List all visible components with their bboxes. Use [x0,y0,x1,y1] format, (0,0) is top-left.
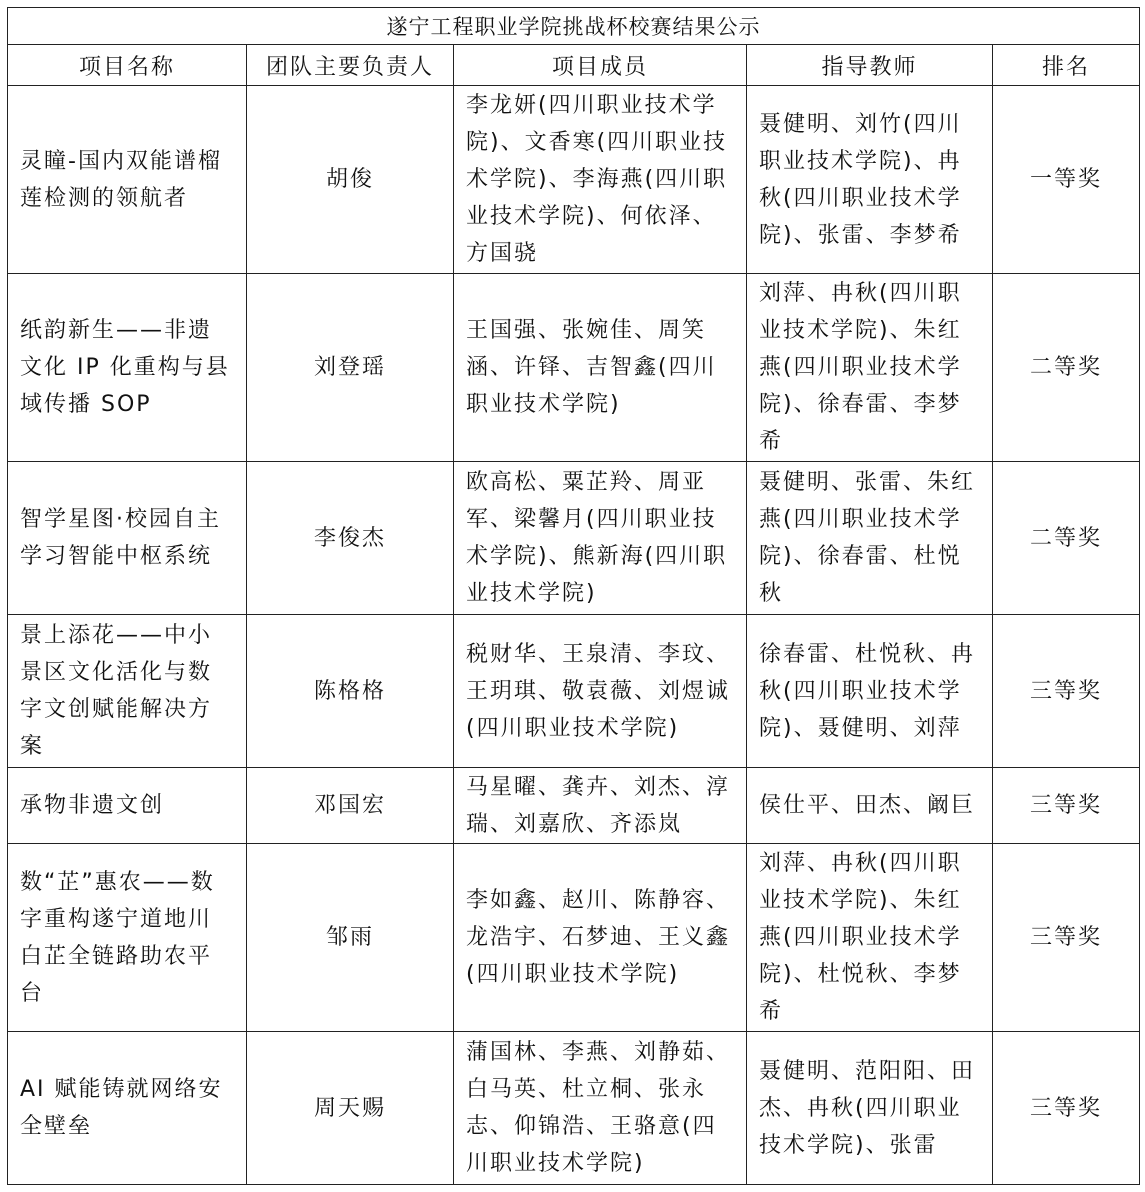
header-team-leader: 团队主要负责人 [247,45,454,86]
advisors-cell: 聂健明、范阳阳、田杰、冉秋(四川职业技术学院)、张雷 [747,1032,993,1185]
project-name-cell: 承物非遗文创 [8,768,247,844]
header-advisors: 指导教师 [747,45,993,86]
header-project-name: 项目名称 [8,45,247,86]
table-row [8,615,1140,768]
header-row [8,45,1140,86]
members-cell: 李龙妍(四川职业技术学院)、文香寒(四川职业技术学院)、李海燕(四川职业技术学院)、何依泽、方国骁 [454,86,747,274]
advisors-cell: 徐春雷、杜悦秋、冉秋(四川职业技术学院)、聂健明、刘萍 [747,615,993,768]
title-row [8,8,1140,45]
table-row [8,844,1140,1032]
header-rank: 排名 [993,45,1140,86]
project-name-cell: 智学星图·校园自主学习智能中枢系统 [8,462,247,615]
project-name-cell: 纸韵新生——非遗文化 IP 化重构与县域传播 SOP [8,274,247,462]
members-cell: 税财华、王泉清、李玟、王玥琪、敬袁薇、刘煜诚(四川职业技术学院) [454,615,747,768]
project-name-cell: AI 赋能铸就网络安全壁垒 [8,1032,247,1185]
leader-cell: 李俊杰 [247,462,454,615]
rank-cell: 二等奖 [993,462,1140,615]
advisors-cell: 聂健明、刘竹(四川职业技术学院)、冉秋(四川职业技术学院)、张雷、李梦希 [747,86,993,274]
leader-cell: 刘登瑶 [247,274,454,462]
table-row [8,86,1140,274]
advisors-cell: 刘萍、冉秋(四川职业技术学院)、朱红燕(四川职业技术学院)、杜悦秋、李梦希 [747,844,993,1032]
table-row [8,274,1140,462]
advisors-cell: 聂健明、张雷、朱红燕(四川职业技术学院)、徐春雷、杜悦秋 [747,462,993,615]
rank-cell: 三等奖 [993,1032,1140,1185]
results-table [7,7,1140,1185]
project-name-cell: 景上添花——中小景区文化活化与数字文创赋能解决方案 [8,615,247,768]
rank-cell: 三等奖 [993,615,1140,768]
advisors-cell: 侯仕平、田杰、阚巨 [747,768,993,844]
members-cell: 李如鑫、赵川、陈静容、龙浩宇、石梦迪、王义鑫(四川职业技术学院) [454,844,747,1032]
table-title: 遂宁工程职业学院挑战杯校赛结果公示 [8,8,1140,45]
advisors-cell: 刘萍、冉秋(四川职业技术学院)、朱红燕(四川职业技术学院)、徐春雷、李梦希 [747,274,993,462]
table-row [8,768,1140,844]
header-members: 项目成员 [454,45,747,86]
rank-cell: 二等奖 [993,274,1140,462]
members-cell: 欧高松、粟芷羚、周亚军、梁馨月(四川职业技术学院)、熊新海(四川职业技术学院) [454,462,747,615]
rank-cell: 三等奖 [993,768,1140,844]
members-cell: 王国强、张婉佳、周笑涵、许铎、吉智鑫(四川职业技术学院) [454,274,747,462]
leader-cell: 邓国宏 [247,768,454,844]
leader-cell: 陈格格 [247,615,454,768]
table-row [8,462,1140,615]
project-name-cell: 灵瞳-国内双能谱榴莲检测的领航者 [8,86,247,274]
rank-cell: 一等奖 [993,86,1140,274]
members-cell: 蒲国林、李燕、刘静茹、白马英、杜立桐、张永志、仰锦浩、王骆意(四川职业技术学院) [454,1032,747,1185]
rank-cell: 三等奖 [993,844,1140,1032]
members-cell: 马星曜、龚卉、刘杰、淳瑞、刘嘉欣、齐添岚 [454,768,747,844]
project-name-cell: 数“芷”惠农——数字重构遂宁道地川白芷全链路助农平台 [8,844,247,1032]
leader-cell: 周天赐 [247,1032,454,1185]
table-row [8,1032,1140,1185]
leader-cell: 胡俊 [247,86,454,274]
leader-cell: 邹雨 [247,844,454,1032]
